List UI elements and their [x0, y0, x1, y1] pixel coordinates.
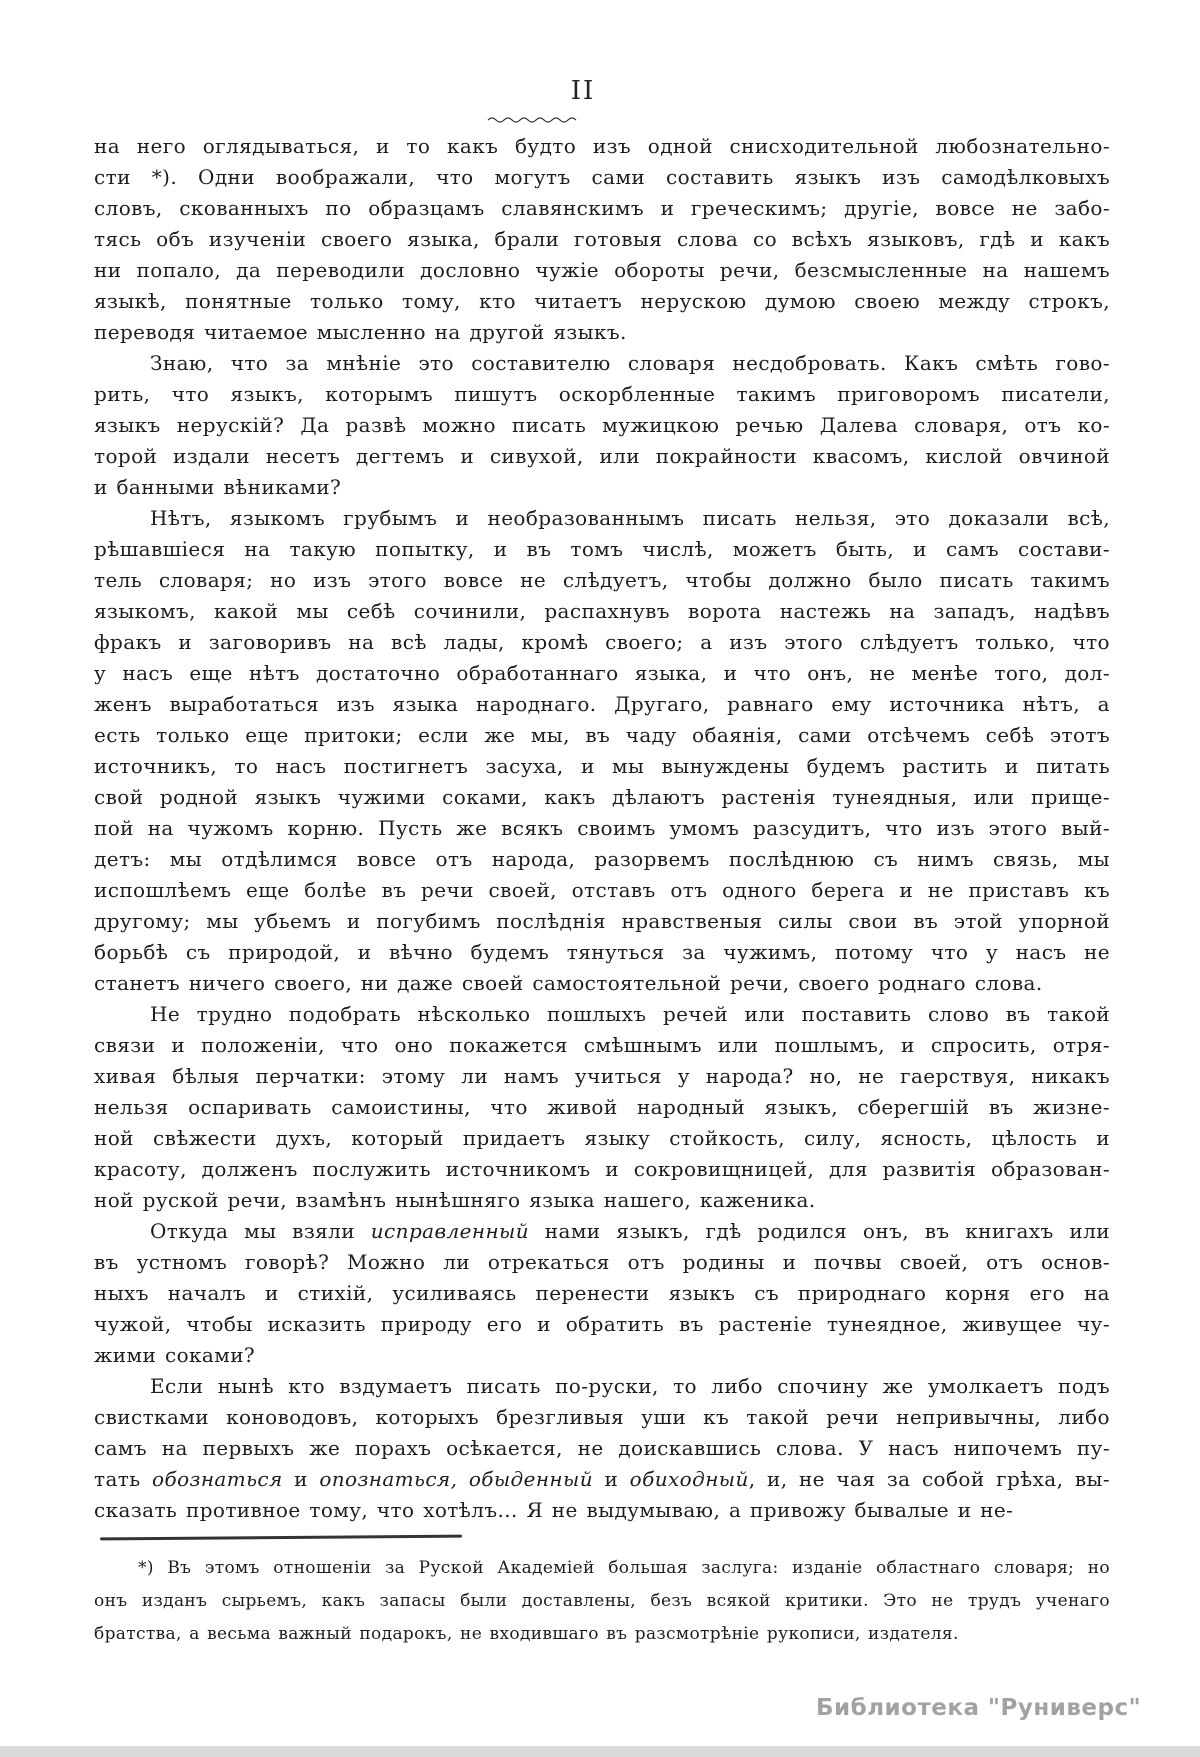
- text-line: [94, 1309, 1110, 1340]
- text-run: испошлѣемъ еще болѣе въ речи своей, отставъ отъ одного берега и не приставъ къ: [94, 878, 1110, 902]
- page-number: II: [570, 76, 596, 106]
- text-line: [94, 689, 1110, 720]
- text-run: тель словаря; но изъ этого вовсе не слѣдуетъ, чтобы должно было писать такимъ: [94, 568, 1110, 592]
- text-line: [94, 348, 1110, 379]
- text-line: [94, 596, 1110, 627]
- text-run: *) Въ этомъ отношеніи за Руской Академіей большая заслуга: изданіе областнаго словаря; но: [138, 1558, 1110, 1578]
- text-run: языкомъ, какой мы себѣ сочинили, распахнувъ ворота настежь на западъ, надѣвъ: [94, 599, 1110, 623]
- text-line: [94, 379, 1110, 410]
- squiggle-ornament: [486, 110, 582, 129]
- paragraph: [94, 1371, 1110, 1526]
- text-run: и: [592, 1467, 630, 1491]
- text-line: [94, 1618, 1110, 1651]
- text-run: нельзя оспаривать самоистины, что живой народный языкъ, сберегшій въ жизне-: [94, 1095, 1110, 1119]
- text-run: въ устномъ говорѣ? Можно ли отрекаться отъ родины и почвы своей, отъ основ-: [94, 1250, 1110, 1274]
- text-run: братства, а весьма важный подарокъ, не входившаго въ разсмотрѣніе рукописи, издателя.: [94, 1624, 959, 1644]
- text-run: станетъ ничего своего, ни даже своей самостоятельной речи, своего роднаго слова.: [94, 971, 1043, 995]
- text-run: жими соками?: [94, 1343, 256, 1367]
- text-run: и: [282, 1467, 320, 1491]
- text-run: ной свѣжести духъ, который придаетъ языку стойкость, силу, ясность, цѣлость и: [94, 1126, 1110, 1150]
- text-run: Знаю, что за мнѣніе это составителю словаря несдобровать. Какъ смѣть гово-: [150, 351, 1110, 375]
- library-watermark: Библиотека "Руниверс": [816, 1695, 1142, 1721]
- text-run: источникъ, то насъ постигнетъ засуха, и мы вынуждены будемъ растить и питать: [94, 754, 1110, 778]
- text-run: Откуда мы взяли: [150, 1219, 371, 1243]
- text-line: [94, 131, 1110, 162]
- text-run: сказать противное тому, что хотѣлъ... Я не выдумываю, а привожу бывалые и не-: [94, 1498, 1014, 1522]
- text-run: фракъ и заговоривъ на всѣ лады, кромѣ своего; а изъ этого слѣдуетъ только, что: [94, 630, 1110, 654]
- text-line: [94, 968, 1110, 999]
- text-line: [94, 906, 1110, 937]
- text-run: словъ, скованныхъ по образцамъ славянскимъ и греческимъ; другіе, вовсе не забо-: [94, 196, 1110, 220]
- footnote-separator: [100, 1535, 462, 1541]
- text-line: [94, 1247, 1110, 1278]
- text-run: языкѣ, понятные только тому, кто читаетъ нерускою думою своею между строкъ,: [94, 289, 1110, 313]
- text-line: [94, 1154, 1110, 1185]
- text-run: есть только еще притоки; если же мы, въ чаду обаянія, сами отсѣчемъ себѣ этотъ: [94, 723, 1110, 747]
- paragraph: [94, 131, 1110, 348]
- text-line: [94, 441, 1110, 472]
- text-run: рѣшавшіеся на такую попытку, и въ томъ числѣ, можетъ быть, и самъ состави-: [94, 537, 1110, 561]
- text-run: свой родной языкъ чужими соками, какъ дѣлаютъ растенія тунеядныя, или прище-: [94, 785, 1110, 809]
- text-run: сти *). Одни воображали, что могутъ сами составить языкъ изъ самодѣлковыхъ: [94, 165, 1110, 189]
- footnote-text: [94, 1552, 1110, 1651]
- text-run: Если нынѣ кто вздумаетъ писать по-руски, то либо спочину же умолкаетъ подъ: [150, 1374, 1110, 1398]
- text-run: , и, не чая за собой грѣха, вы-: [748, 1467, 1110, 1491]
- text-line: [94, 565, 1110, 596]
- text-line: [94, 1340, 1110, 1371]
- text-run: детъ: мы отдѣлимся вовсе отъ народа, разорвемъ послѣднюю съ нимъ связь, мы: [94, 847, 1110, 871]
- text-line: [94, 658, 1110, 689]
- text-run: онъ изданъ сырьемъ, какъ запасы были доставлены, безъ всякой критики. Это не трудъ ученаго: [94, 1591, 1110, 1611]
- text-run: женъ выработаться изъ языка народнаго. Другаго, равнаго ему источника нѣтъ, а: [94, 692, 1110, 716]
- text-line: [94, 286, 1110, 317]
- text-line: [94, 162, 1110, 193]
- text-line: [94, 937, 1110, 968]
- text-line: [94, 1495, 1110, 1526]
- text-run: ни попало, да переводили дословно чужіе обороты речи, безсмысленные на нашемъ: [94, 258, 1110, 282]
- text-run: красоту, долженъ послужить источникомъ и сокровищницей, для развитія образован-: [94, 1157, 1110, 1181]
- text-line: [94, 1185, 1110, 1216]
- text-run: на него оглядываться, и то какъ будто изъ одной снисходительной любознательно-: [94, 134, 1110, 158]
- scan-edge-strip: [0, 1746, 1200, 1757]
- text-line: [94, 1402, 1110, 1433]
- paragraph: [94, 1216, 1110, 1371]
- text-line: [94, 534, 1110, 565]
- text-run: борьбѣ съ природой, и вѣчно будемъ тянуться за чужимъ, потому что у насъ не: [94, 940, 1110, 964]
- text-run: торой издали несетъ дегтемъ и сивухой, или покрайности квасомъ, кислой овчиной: [94, 444, 1110, 468]
- text-line: [94, 224, 1110, 255]
- text-line: [94, 813, 1110, 844]
- italic-run: обиходный: [629, 1467, 749, 1491]
- text-line: [94, 844, 1110, 875]
- text-run: ныхъ началъ и стихій, усиливаясь перенести языкъ съ природнаго корня его на: [94, 1281, 1110, 1305]
- text-run: у насъ еще нѣтъ достаточно обработаннаго языка, и что онъ, не менѣе того, дол-: [94, 661, 1110, 685]
- text-run: Не трудно подобрать нѣсколько пошлыхъ речей или поставить слово въ такой: [150, 1002, 1110, 1026]
- text-line: [94, 317, 1110, 348]
- text-run: Нѣтъ, языкомъ грубымъ и необразованнымъ писать нельзя, это доказали всѣ,: [150, 506, 1110, 530]
- text-line: [94, 1061, 1110, 1092]
- text-run: свистками коноводовъ, которыхъ брезгливыя уши къ такой речи непривычны, либо: [94, 1405, 1110, 1429]
- text-line: [94, 627, 1110, 658]
- text-line: [94, 193, 1110, 224]
- text-run: пой на чужомъ корню. Пусть же всякъ своимъ умомъ разсудитъ, что изъ этого вый-: [94, 816, 1110, 840]
- text-run: чужой, чтобы исказить природу его и обратить въ растеніе тунеядное, живущее чу-: [94, 1312, 1110, 1336]
- italic-run: обознаться: [152, 1467, 283, 1491]
- text-run: и банными вѣниками?: [94, 475, 342, 499]
- text-line: [94, 1585, 1110, 1618]
- text-line: [94, 472, 1110, 503]
- paragraph: [94, 348, 1110, 503]
- text-run: рить, что языкъ, которымъ пишутъ оскорбленные такимъ приговоромъ писатели,: [94, 382, 1110, 406]
- paragraph: [94, 999, 1110, 1216]
- text-run: языкъ нерускій? Да развѣ можно писать мужицкою речью Далева словаря, отъ ко-: [94, 413, 1110, 437]
- text-line: [94, 1464, 1110, 1495]
- text-run: тясь объ изученіи своего языка, брали готовыя слова со всѣхъ языковъ, гдѣ и какъ: [94, 227, 1110, 251]
- text-line: [94, 875, 1110, 906]
- text-line: [94, 1123, 1110, 1154]
- italic-run: опознаться, обыденный: [319, 1467, 593, 1491]
- text-line: [94, 720, 1110, 751]
- text-line: [94, 1030, 1110, 1061]
- text-run: связи и положеніи, что оно покажется смѣшнымъ или пошлымъ, и спросить, отря-: [94, 1033, 1110, 1057]
- text-line: [94, 1278, 1110, 1309]
- text-run: другому; мы убьемъ и погубимъ послѣднія нравственыя силы свои въ этой упорной: [94, 909, 1110, 933]
- text-line: [94, 503, 1110, 534]
- text-line: [94, 999, 1110, 1030]
- text-line: [94, 1371, 1110, 1402]
- text-line: [94, 751, 1110, 782]
- text-line: [94, 410, 1110, 441]
- text-run: тать: [94, 1467, 153, 1491]
- text-run: самъ на первыхъ же порахъ осѣкается, не доискавшись слова. У насъ нипочемъ пу-: [94, 1436, 1110, 1460]
- text-line: [94, 1092, 1110, 1123]
- italic-run: исправленный: [370, 1219, 529, 1243]
- text-line: [94, 255, 1110, 286]
- text-line: [94, 1433, 1110, 1464]
- text-line: [94, 1216, 1110, 1247]
- page-text: [94, 131, 1110, 1526]
- text-run: переводя читаемое мысленно на другой языкъ.: [94, 320, 627, 344]
- text-run: нами языкъ, гдѣ родился онъ, въ книгахъ или: [529, 1219, 1110, 1243]
- text-run: ной руской речи, взамѣнъ нынѣшняго языка нашего, каженика.: [94, 1188, 816, 1212]
- text-run: хивая бѣлыя перчатки: этому ли намъ учиться у народа? но, не гаерствуя, никакъ: [94, 1064, 1110, 1088]
- text-line: [94, 1552, 1110, 1585]
- text-line: [94, 782, 1110, 813]
- paragraph: [94, 503, 1110, 999]
